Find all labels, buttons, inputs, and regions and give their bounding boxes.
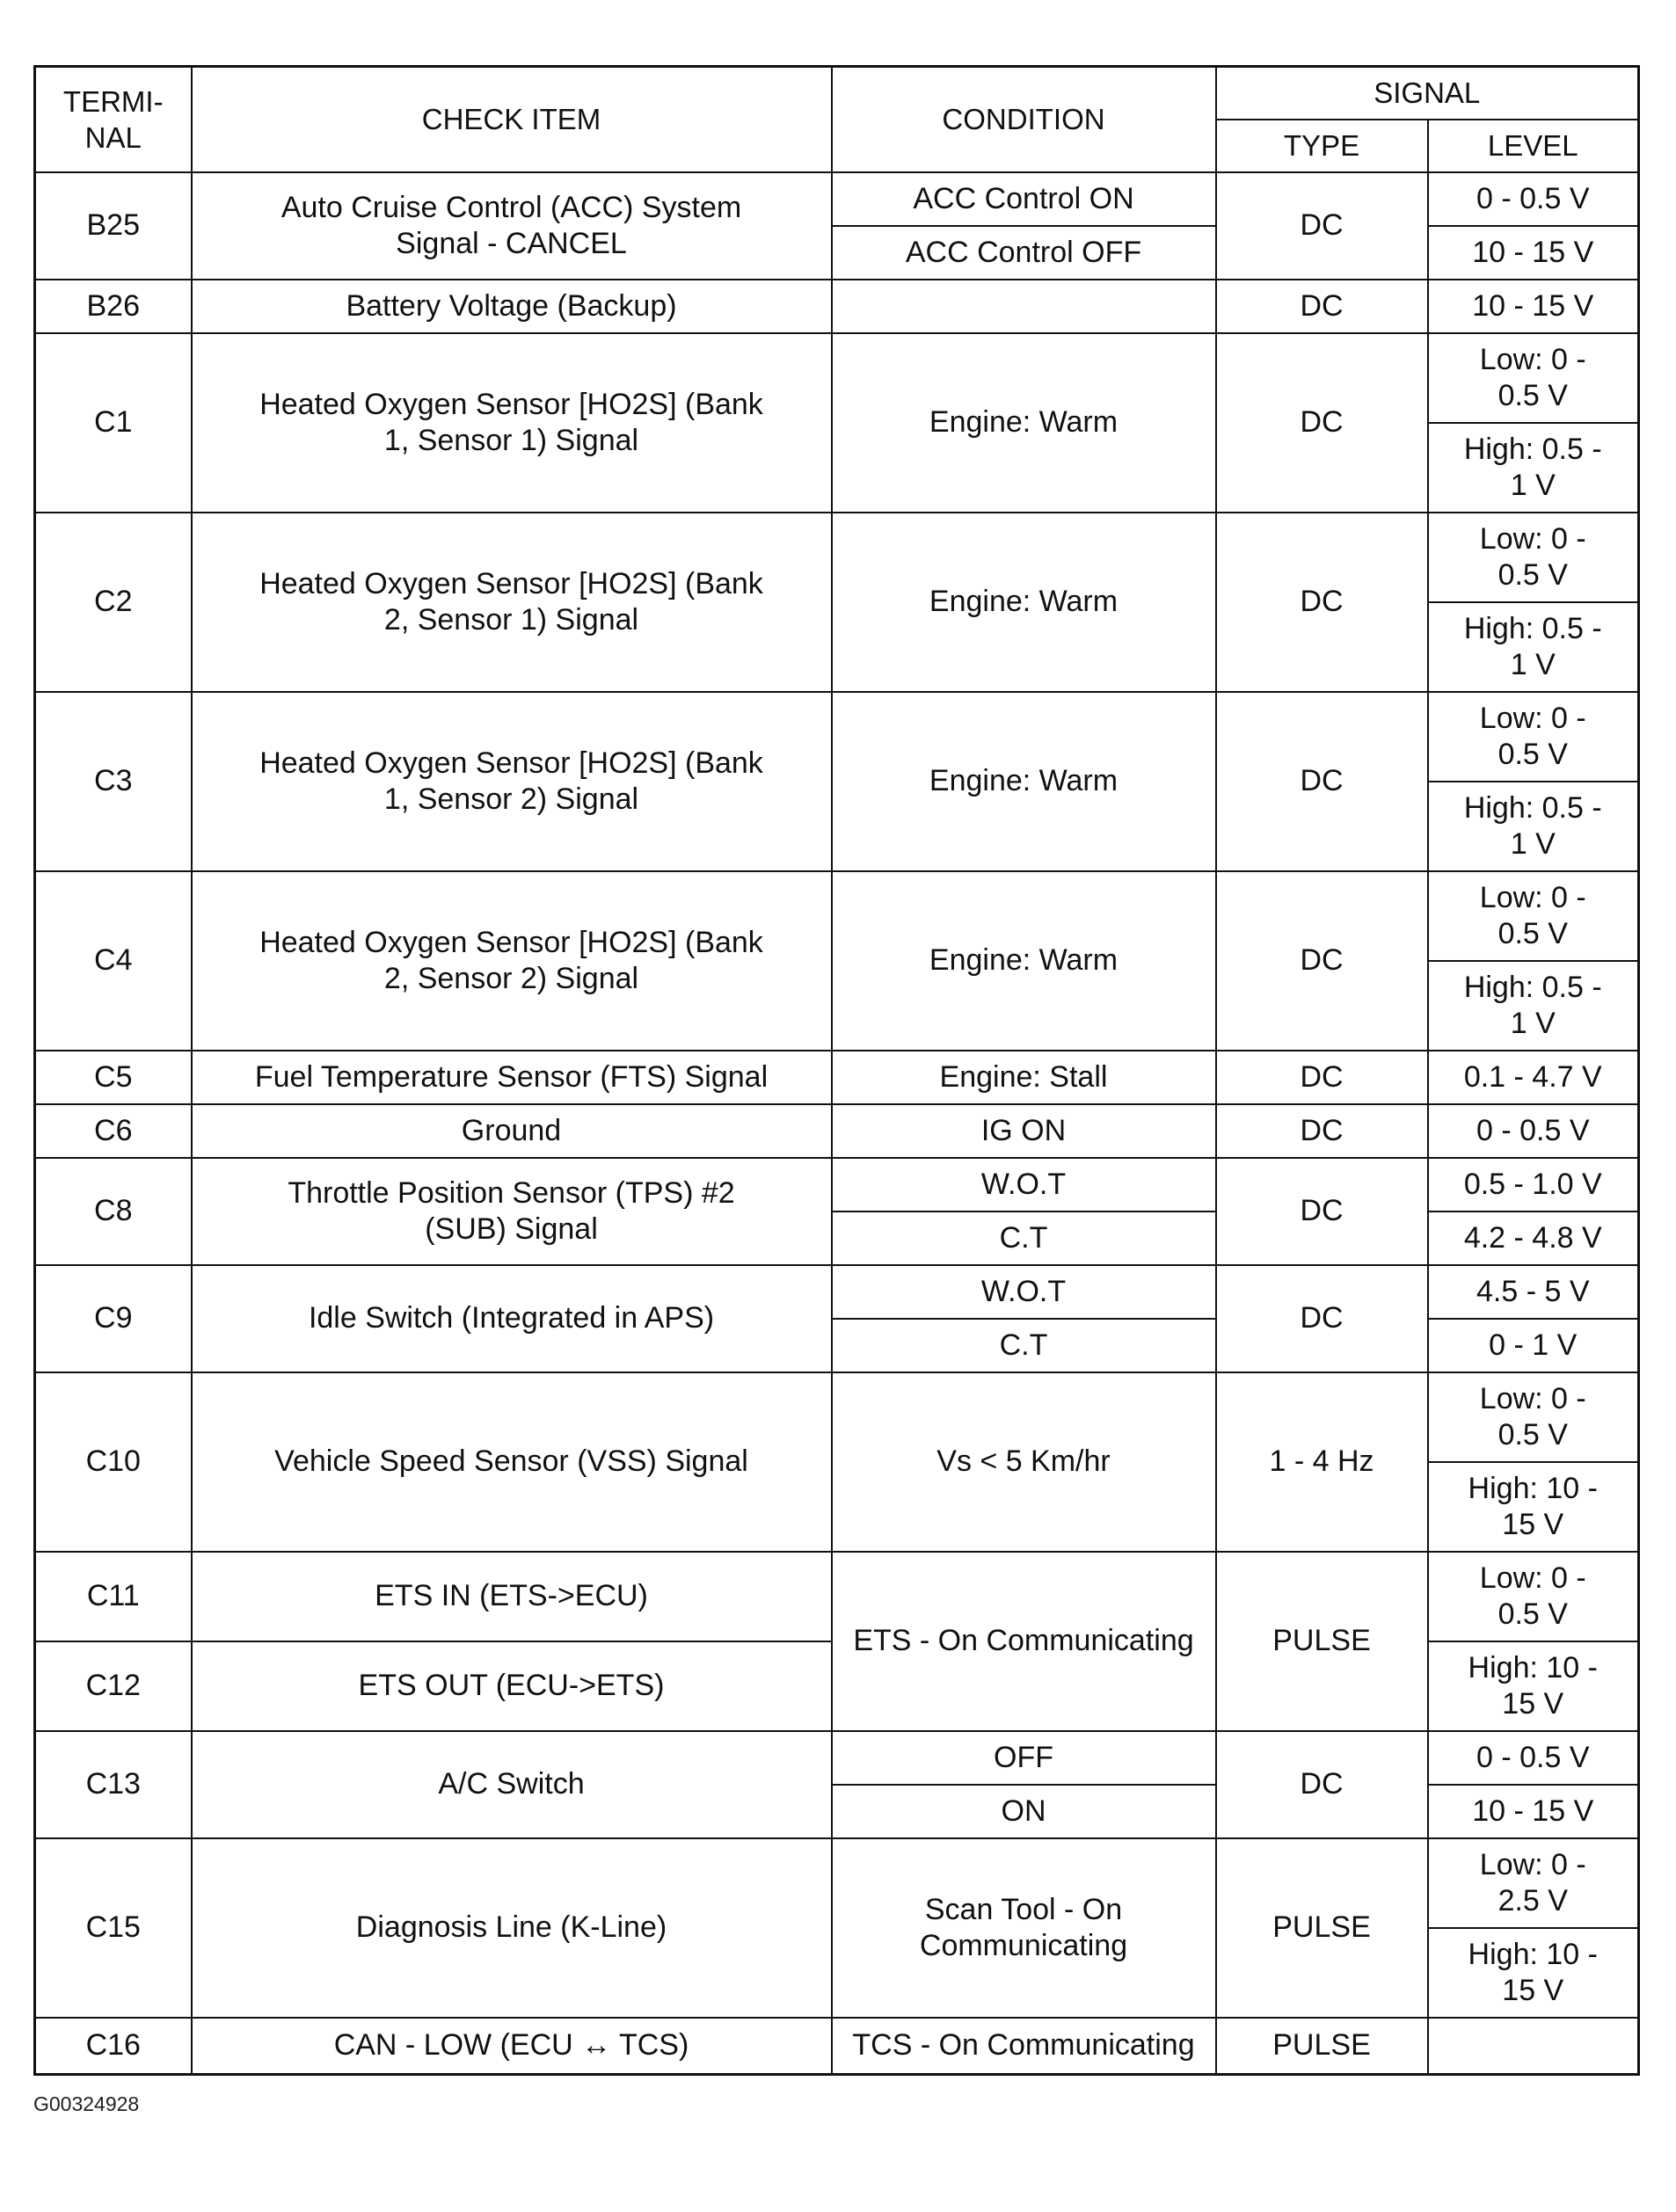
level-cell: 10 - 15 V — [1428, 226, 1639, 280]
level-cell: 10 - 15 V — [1428, 1785, 1639, 1838]
level-cell: High: 10 - 15 V — [1428, 1928, 1639, 2018]
table-row — [35, 1372, 1639, 1462]
table-row — [35, 1731, 1639, 1785]
condition-cell: OFF — [832, 1731, 1216, 1785]
terminal-cell: C5 — [35, 1051, 192, 1104]
type-cell: PULSE — [1216, 2018, 1428, 2075]
terminal-cell: C9 — [35, 1265, 192, 1372]
table-row — [35, 333, 1639, 423]
level-cell: Low: 0 - 0.5 V — [1428, 692, 1639, 782]
type-cell: DC — [1216, 513, 1428, 692]
condition-cell: ON — [832, 1785, 1216, 1838]
table-row — [35, 871, 1639, 961]
check-item-cell: Fuel Temperature Sensor (FTS) Signal — [192, 1051, 832, 1104]
level-cell: High: 0.5 - 1 V — [1428, 423, 1639, 513]
level-cell — [1428, 2018, 1639, 2075]
terminal-cell: C8 — [35, 1158, 192, 1265]
table-row — [35, 1104, 1639, 1158]
type-cell: DC — [1216, 280, 1428, 333]
check-item-cell: Diagnosis Line (K-Line) — [192, 1838, 832, 2018]
level-cell: 0 - 0.5 V — [1428, 1104, 1639, 1158]
type-cell: DC — [1216, 692, 1428, 871]
condition-cell: IG ON — [832, 1104, 1216, 1158]
level-cell: Low: 0 - 0.5 V — [1428, 1372, 1639, 1462]
type-cell: 1 - 4 Hz — [1216, 1372, 1428, 1552]
table-row — [35, 2018, 1639, 2075]
terminal-cell: C4 — [35, 871, 192, 1051]
condition-cell: Engine: Warm — [832, 871, 1216, 1051]
terminal-cell: C16 — [35, 2018, 192, 2075]
condition-cell: Engine: Warm — [832, 333, 1216, 513]
check-item-cell: Heated Oxygen Sensor [HO2S] (Bank 1, Sensor 1) Signal — [192, 333, 832, 513]
level-cell: High: 0.5 - 1 V — [1428, 961, 1639, 1051]
table-row — [35, 1838, 1639, 1928]
level-cell: 4.2 - 4.8 V — [1428, 1212, 1639, 1265]
table-row — [35, 1158, 1639, 1212]
level-cell: Low: 0 - 2.5 V — [1428, 1838, 1639, 1928]
check-item-cell: CAN - LOW (ECU ↔ TCS) — [192, 2018, 832, 2075]
condition-cell: W.O.T — [832, 1158, 1216, 1212]
check-item-cell: A/C Switch — [192, 1731, 832, 1838]
condition-cell: W.O.T — [832, 1265, 1216, 1319]
table-row — [35, 1552, 1639, 1641]
table-row — [35, 692, 1639, 782]
check-item-cell: Ground — [192, 1104, 832, 1158]
level-cell: 0 - 0.5 V — [1428, 1731, 1639, 1785]
terminal-cell: C15 — [35, 1838, 192, 2018]
table-row — [35, 513, 1639, 602]
terminal-cell: B25 — [35, 172, 192, 280]
type-cell: DC — [1216, 333, 1428, 513]
table-row — [35, 172, 1639, 226]
level-cell: 0 - 1 V — [1428, 1319, 1639, 1372]
condition-cell: Engine: Stall — [832, 1051, 1216, 1104]
level-cell: Low: 0 - 0.5 V — [1428, 513, 1639, 602]
table-row — [35, 1051, 1639, 1104]
check-item-cell: Throttle Position Sensor (TPS) #2 (SUB) Signal — [192, 1158, 832, 1265]
level-cell: High: 10 - 15 V — [1428, 1462, 1639, 1552]
terminal-cell: C1 — [35, 333, 192, 513]
check-item-cell: Auto Cruise Control (ACC) System Signal - CANCEL — [192, 172, 832, 280]
type-cell: DC — [1216, 1051, 1428, 1104]
level-cell: High: 0.5 - 1 V — [1428, 602, 1639, 692]
check-item-cell: Idle Switch (Integrated in APS) — [192, 1265, 832, 1372]
condition-cell: ACC Control OFF — [832, 226, 1216, 280]
header-check-item: CHECK ITEM — [192, 67, 832, 172]
level-cell: High: 0.5 - 1 V — [1428, 782, 1639, 871]
terminal-cell: C3 — [35, 692, 192, 871]
condition-cell: Engine: Warm — [832, 692, 1216, 871]
level-cell: 0 - 0.5 V — [1428, 172, 1639, 226]
type-cell: PULSE — [1216, 1552, 1428, 1731]
terminal-cell: C6 — [35, 1104, 192, 1158]
check-item-cell: Vehicle Speed Sensor (VSS) Signal — [192, 1372, 832, 1552]
condition-cell: TCS - On Communicating — [832, 2018, 1216, 2075]
type-cell: DC — [1216, 172, 1428, 280]
header-type: TYPE — [1216, 120, 1428, 172]
level-cell: 10 - 15 V — [1428, 280, 1639, 333]
table-row — [35, 1265, 1639, 1319]
header-terminal: TERMI- NAL — [35, 67, 192, 172]
condition-cell: ACC Control ON — [832, 172, 1216, 226]
condition-cell — [832, 280, 1216, 333]
type-cell: DC — [1216, 1158, 1428, 1265]
header-level: LEVEL — [1428, 120, 1639, 172]
check-item-cell: Heated Oxygen Sensor [HO2S] (Bank 2, Sensor 2) Signal — [192, 871, 832, 1051]
level-cell: Low: 0 - 0.5 V — [1428, 333, 1639, 423]
header-signal: SIGNAL — [1216, 67, 1639, 120]
type-cell: DC — [1216, 1104, 1428, 1158]
condition-cell: Scan Tool - On Communicating — [832, 1838, 1216, 2018]
figure-id: G00324928 — [33, 2092, 140, 2115]
check-item-cell: Battery Voltage (Backup) — [192, 280, 832, 333]
condition-cell: Engine: Warm — [832, 513, 1216, 692]
level-cell: Low: 0 - 0.5 V — [1428, 871, 1639, 961]
terminal-signal-table — [33, 65, 1640, 2076]
terminal-cell: C12 — [35, 1641, 192, 1731]
condition-cell: Vs < 5 Km/hr — [832, 1372, 1216, 1552]
type-cell: DC — [1216, 871, 1428, 1051]
level-cell: High: 10 - 15 V — [1428, 1641, 1639, 1731]
type-cell: DC — [1216, 1731, 1428, 1838]
check-item-cell: ETS IN (ETS->ECU) — [192, 1552, 832, 1641]
terminal-cell: C13 — [35, 1731, 192, 1838]
check-item-cell: ETS OUT (ECU->ETS) — [192, 1641, 832, 1731]
spec-table — [33, 65, 1640, 2076]
header-row-1 — [35, 67, 1639, 120]
check-item-cell: Heated Oxygen Sensor [HO2S] (Bank 1, Sensor 2) Signal — [192, 692, 832, 871]
level-cell: Low: 0 - 0.5 V — [1428, 1552, 1639, 1641]
table-row — [35, 280, 1639, 333]
condition-cell: C.T — [832, 1212, 1216, 1265]
type-cell: DC — [1216, 1265, 1428, 1372]
check-item-cell: Heated Oxygen Sensor [HO2S] (Bank 2, Sensor 1) Signal — [192, 513, 832, 692]
terminal-cell: B26 — [35, 280, 192, 333]
terminal-cell: C11 — [35, 1552, 192, 1641]
level-cell: 0.5 - 1.0 V — [1428, 1158, 1639, 1212]
level-cell: 4.5 - 5 V — [1428, 1265, 1639, 1319]
header-condition: CONDITION — [832, 67, 1216, 172]
level-cell: 0.1 - 4.7 V — [1428, 1051, 1639, 1104]
type-cell: PULSE — [1216, 1838, 1428, 2018]
condition-cell: C.T — [832, 1319, 1216, 1372]
terminal-cell: C10 — [35, 1372, 192, 1552]
condition-cell: ETS - On Communicating — [832, 1552, 1216, 1731]
terminal-cell: C2 — [35, 513, 192, 692]
